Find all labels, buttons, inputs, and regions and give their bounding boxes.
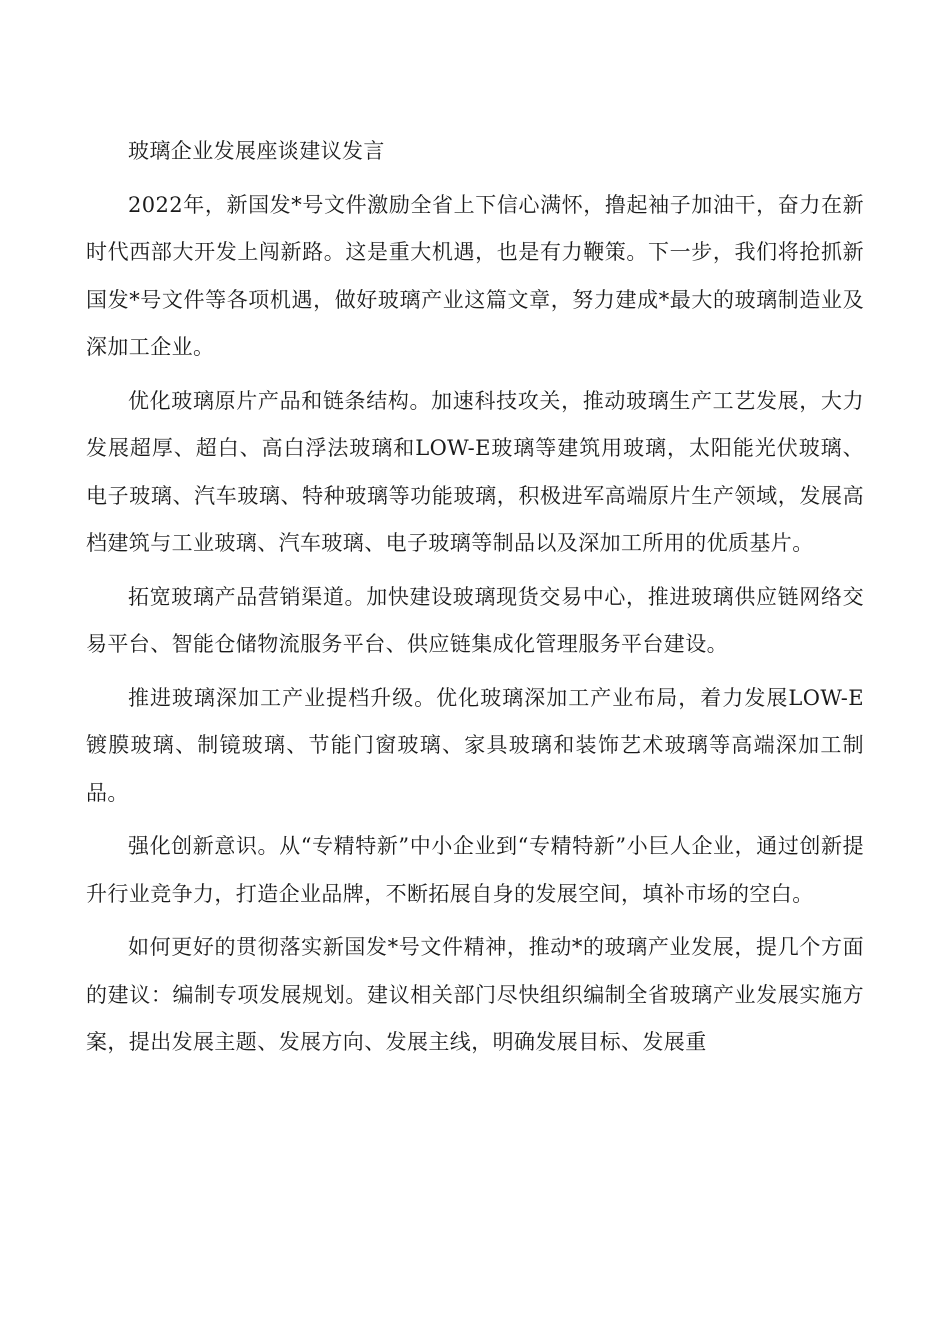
- paragraph-intro: 2022年，新国发*号文件激励全省上下信心满怀，撸起袖子加油干，奋力在新时代西部大开发上闯新路。这是重大机遇，也是有力鞭策。下一步，我们将抢抓新国发*号文件等各项机遇，做好玻璃产业这篇文章，努力建成*最大的玻璃制造业及深加工企业。: [86, 192, 864, 359]
- document-page: [86, 128, 864, 1067]
- paragraph-suggestions: 如何更好的贯彻落实新国发*号文件精神，推动*的玻璃产业发展，提几个方面的建议：编制专项发展规划。建议相关部门尽快组织编制全省玻璃产业发展实施方案，提出发展主题、发展方向、发展主线，明确发展目标、发展重: [86, 935, 864, 1054]
- paragraph-sales-channels: 拓宽玻璃产品营销渠道。加快建设玻璃现货交易中心，推进玻璃供应链网络交易平台、智能仓储物流服务平台、供应链集成化管理服务平台建设。: [86, 584, 864, 656]
- paragraph-deep-processing: 推进玻璃深加工产业提档升级。优化玻璃深加工产业布局，着力发展LOW-E镀膜玻璃、制镜玻璃、节能门窗玻璃、家具玻璃和装饰艺术玻璃等高端深加工制品。: [86, 685, 864, 805]
- document-title: 玻璃企业发展座谈建议发言: [128, 139, 385, 163]
- paragraph-optimize-products: 优化玻璃原片产品和链条结构。加速科技攻关，推动玻璃生产工艺发展，大力发展超厚、超白、高白浮法玻璃和LOW-E玻璃等建筑用玻璃，太阳能光伏玻璃、电子玻璃、汽车玻璃、特种玻璃等功能玻璃，积极进军高端原片生产领域，发展高档建筑与工业玻璃、汽车玻璃、电子玻璃等制品以及深加工所用的优质基片。: [86, 388, 864, 555]
- paragraph-innovation: 强化创新意识。从“专精特新”中小企业到“专精特新”小巨人企业，通过创新提升行业竞争力，打造企业品牌，不断拓展自身的发展空间，填补市场的空白。: [86, 834, 864, 906]
